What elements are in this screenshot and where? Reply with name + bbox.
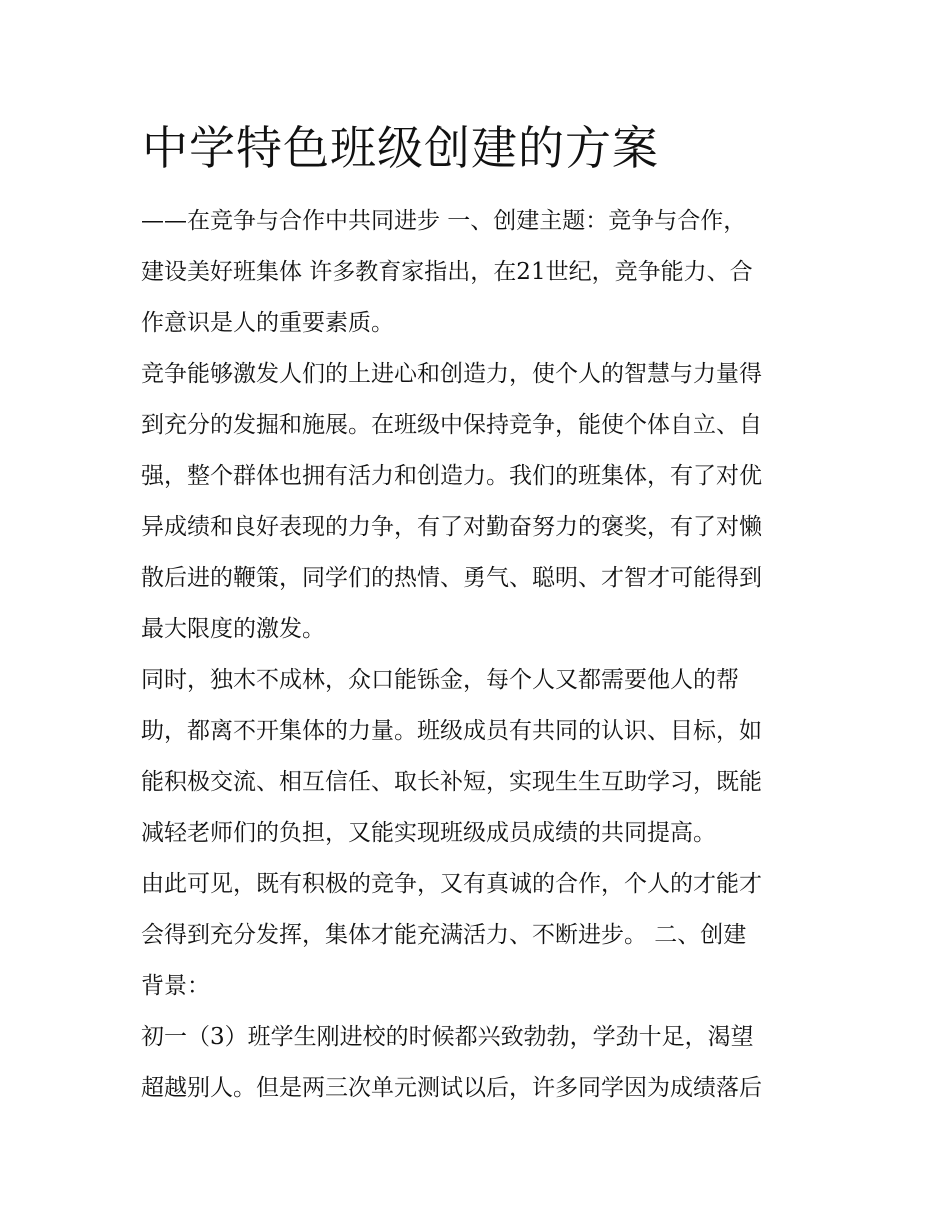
text-line: 由此可见，既有积极的竞争，又有真诚的合作，个人的才能才 bbox=[141, 871, 762, 897]
paragraph bbox=[141, 655, 831, 859]
text-line: 同时，独木不成林，众口能铄金，每个人又都需要他人的帮 bbox=[141, 667, 739, 693]
text-line: 会得到充分发挥，集体才能充满活力、不断进步。 二、创建 bbox=[141, 922, 747, 948]
text-line: 强，整个群体也拥有活力和创造力。我们的班集体，有了对优 bbox=[141, 463, 762, 489]
text-line: 竞争能够激发人们的上进心和创造力，使个人的智慧与力量得 bbox=[141, 361, 762, 387]
paragraph bbox=[141, 1012, 831, 1114]
text-line: 最大限度的激发。 bbox=[141, 616, 325, 642]
text-line: 减轻老师们的负担，又能实现班级成员成绩的共同提高。 bbox=[141, 820, 716, 846]
text-line: 背景： bbox=[141, 973, 210, 999]
text-line: 异成绩和良好表现的力争，有了对勤奋努力的褒奖，有了对懒 bbox=[141, 514, 762, 540]
text-line: 散后进的鞭策，同学们的热情、勇气、聪明、才智才可能得到 bbox=[141, 565, 762, 591]
paragraph bbox=[141, 859, 831, 1012]
text-line: 作意识是人的重要素质。 bbox=[141, 310, 394, 336]
text-line: 初一（3）班学生刚进校的时候都兴致勃勃，学劲十足，渴望 bbox=[141, 1024, 754, 1050]
paragraph bbox=[141, 349, 831, 655]
document-body bbox=[141, 196, 831, 1114]
text-line: ——在竞争与合作中共同进步 一、创建主题：竞争与合作， bbox=[141, 208, 747, 234]
text-line: 到充分的发掘和施展。在班级中保持竞争，能使个体自立、自 bbox=[141, 412, 762, 438]
text-line: 能积极交流、相互信任、取长补短，实现生生互助学习，既能 bbox=[141, 769, 762, 795]
text-line: 助，都离不开集体的力量。班级成员有共同的认识、目标，如 bbox=[141, 718, 762, 744]
text-line: 建设美好班集体 许多教育家指出，在21世纪，竞争能力、合 bbox=[141, 259, 753, 285]
document-title: 中学特色班级创建的方案 bbox=[142, 121, 659, 175]
text-line: 超越别人。但是两三次单元测试以后，许多同学因为成绩落后 bbox=[141, 1075, 762, 1101]
paragraph bbox=[141, 196, 831, 349]
